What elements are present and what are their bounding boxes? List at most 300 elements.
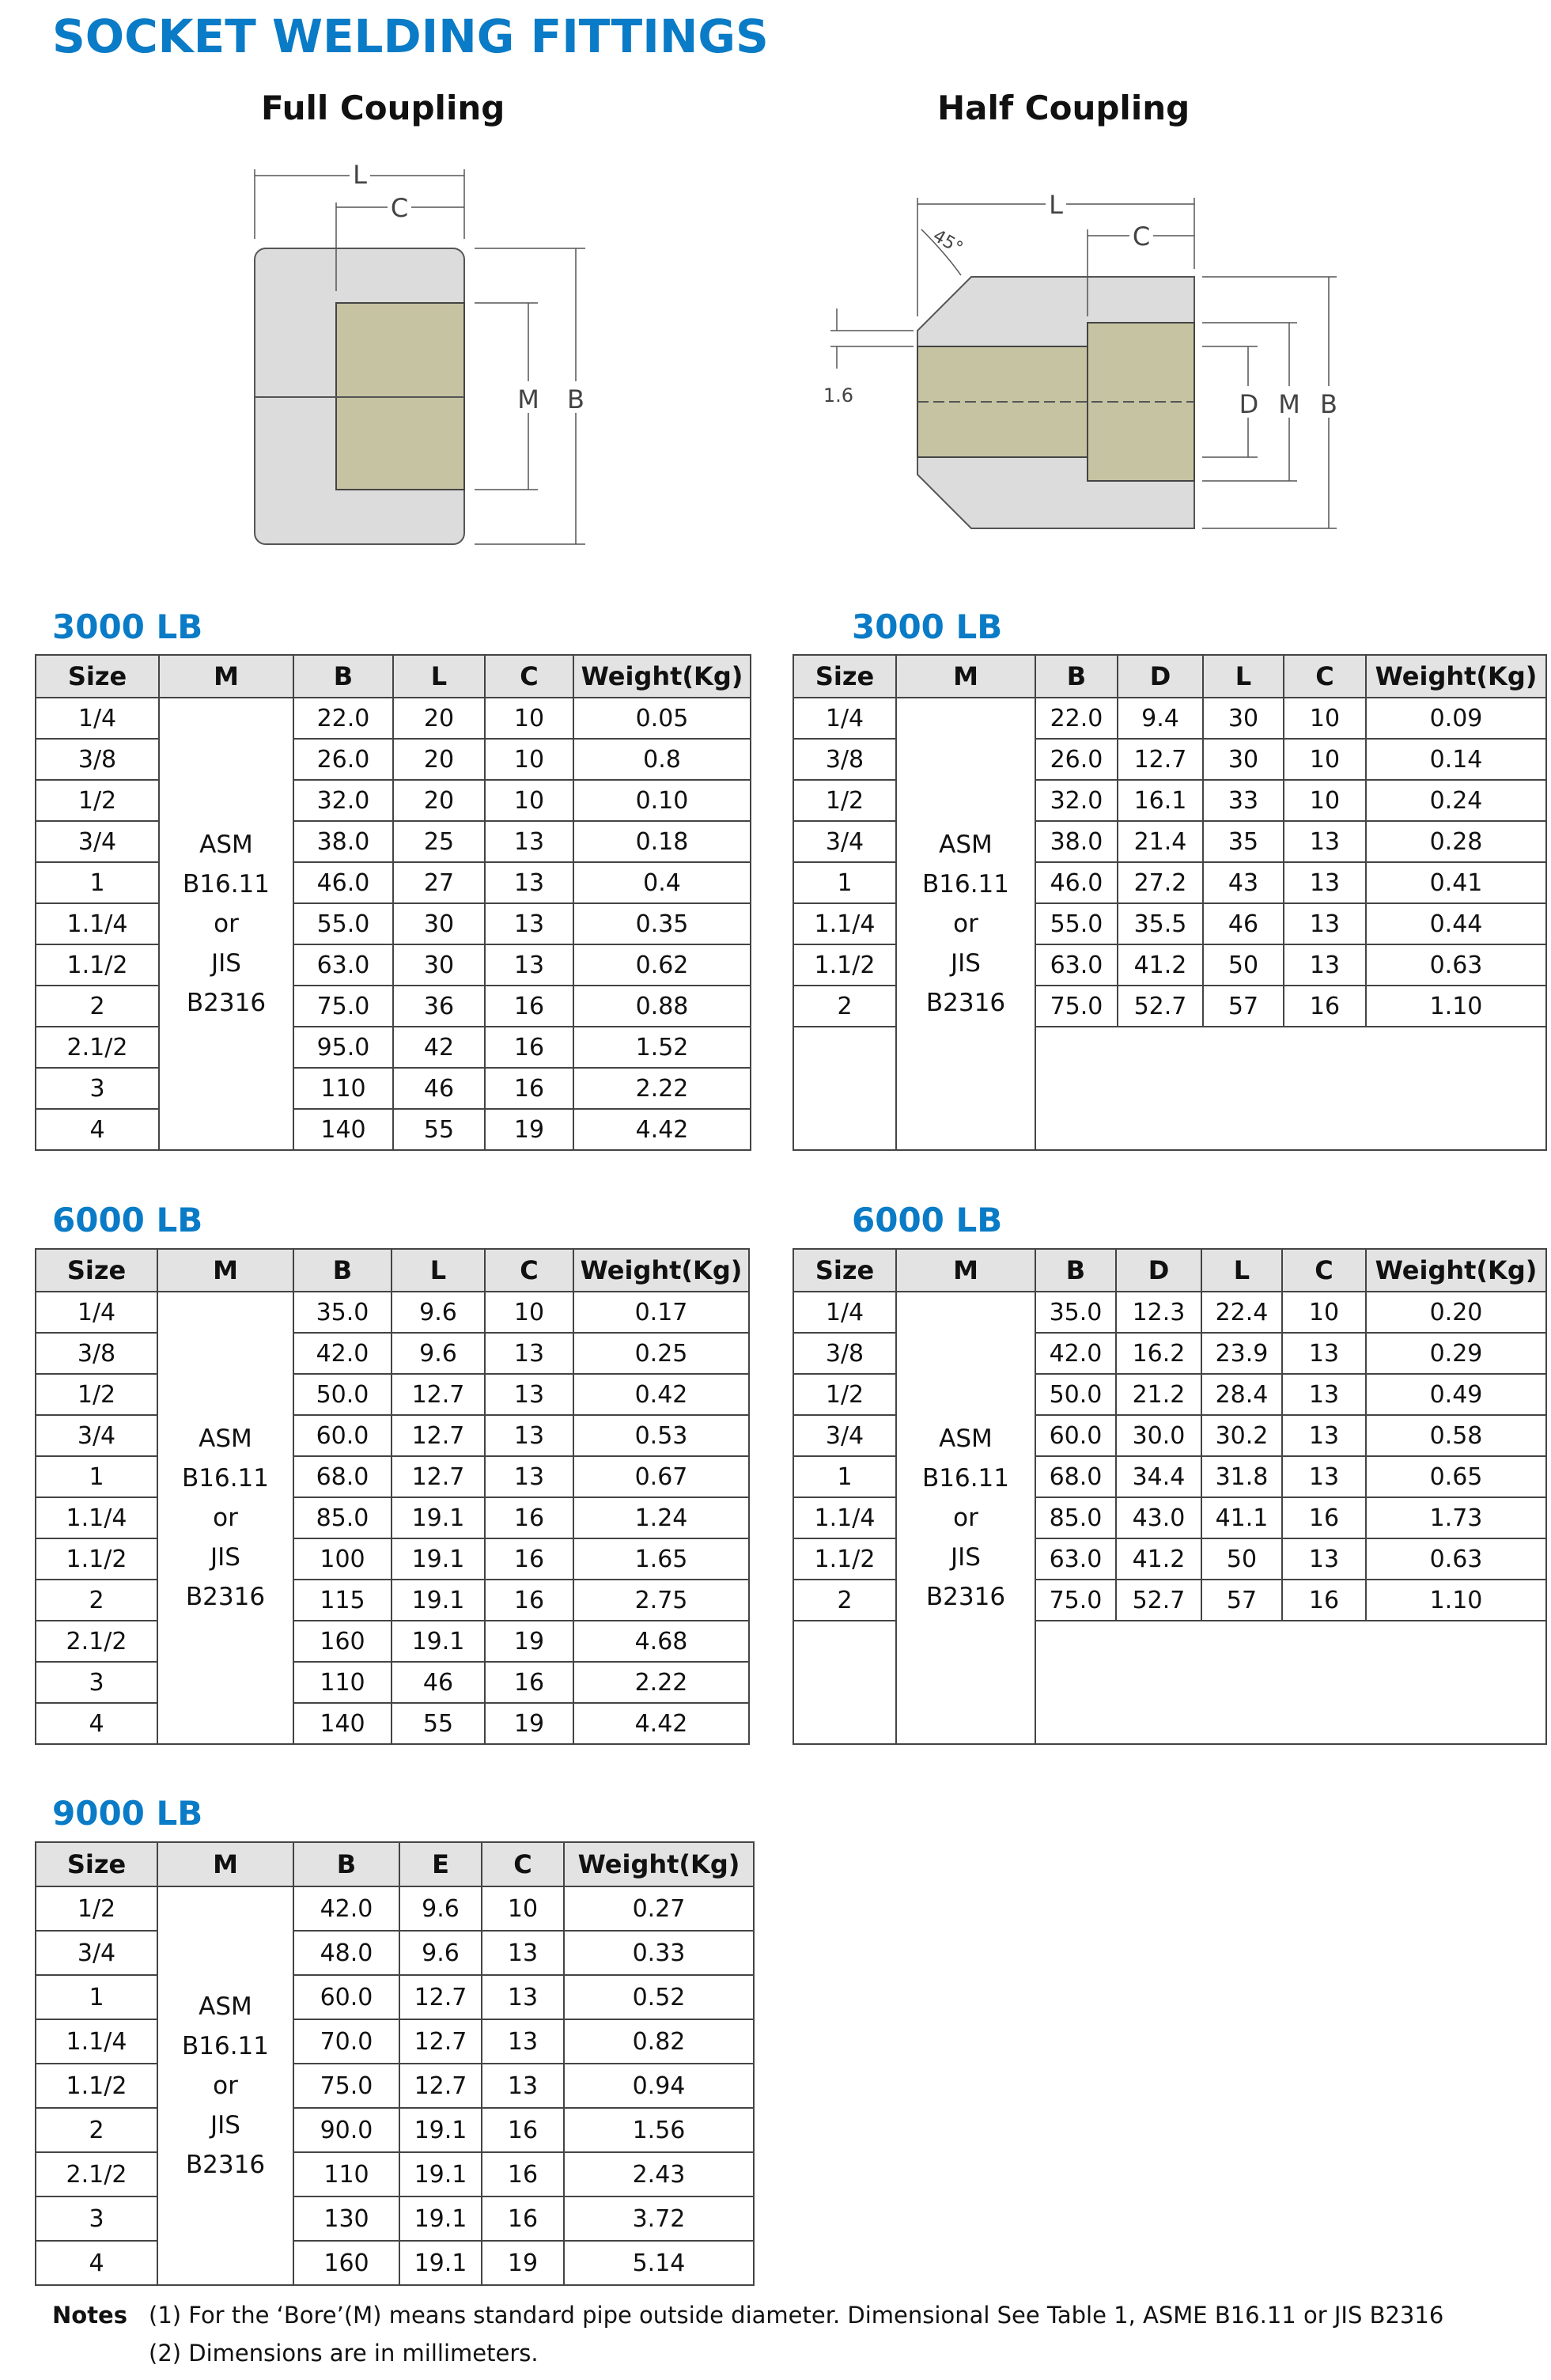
- table-row: [36, 1621, 749, 1662]
- value-cell: 9.6: [392, 1292, 485, 1333]
- column-header: Size: [793, 1249, 896, 1292]
- size-cell: 3/8: [36, 1333, 157, 1374]
- value-cell: 16: [485, 1497, 573, 1538]
- value-cell: 16: [482, 2152, 564, 2196]
- value-cell: 38.0: [1035, 821, 1118, 862]
- standard-cell: [896, 1292, 1035, 1744]
- value-cell: 85.0: [293, 1497, 392, 1538]
- value-cell: 46: [393, 1068, 485, 1109]
- value-cell: 95.0: [293, 1027, 393, 1068]
- table-row: [36, 1662, 749, 1703]
- column-header: C: [1282, 1249, 1366, 1292]
- value-cell: 13: [1282, 1415, 1366, 1456]
- standard-line: B16.11: [921, 1464, 1009, 1493]
- value-cell: 75.0: [293, 2064, 399, 2108]
- value-cell: 28.4: [1201, 1374, 1282, 1415]
- column-header: L: [392, 1249, 485, 1292]
- value-cell: 1.52: [573, 1027, 751, 1068]
- column-header: Size: [793, 655, 896, 698]
- value-cell: 2.22: [573, 1068, 751, 1109]
- table-row: [36, 739, 751, 780]
- value-cell: 90.0: [293, 2108, 399, 2152]
- full-coupling-label: Full Coupling: [261, 89, 505, 127]
- value-cell: 43.0: [1116, 1497, 1201, 1538]
- value-cell: 75.0: [1035, 986, 1118, 1027]
- table-row: [36, 1580, 749, 1621]
- size-cell: 1.1/4: [793, 903, 896, 944]
- value-cell: 70.0: [293, 2019, 399, 2064]
- size-cell: 4: [36, 1703, 157, 1744]
- size-cell: 3: [36, 1662, 157, 1703]
- value-cell: 0.88: [573, 986, 751, 1027]
- value-cell: 16: [1284, 986, 1366, 1027]
- value-cell: 10: [1284, 780, 1366, 821]
- value-cell: 32.0: [1035, 780, 1118, 821]
- value-cell: 13: [482, 2019, 564, 2064]
- value-cell: 41.2: [1118, 944, 1203, 986]
- value-cell: 130: [293, 2196, 399, 2241]
- value-cell: 35: [1203, 821, 1284, 862]
- size-cell: 4: [36, 2241, 157, 2285]
- value-cell: 63.0: [1035, 1538, 1116, 1580]
- value-cell: 115: [293, 1580, 392, 1621]
- standard-line: or: [213, 1504, 238, 1532]
- value-cell: 13: [485, 1333, 573, 1374]
- standard-line: JIS: [951, 1543, 981, 1572]
- column-header: C: [482, 1842, 564, 1886]
- column-header: M: [896, 655, 1035, 698]
- size-cell: 1/4: [36, 698, 159, 739]
- size-cell: 1/2: [36, 1886, 157, 1931]
- value-cell: 19.1: [392, 1580, 485, 1621]
- table-row: [36, 2019, 754, 2064]
- table-row: [36, 698, 751, 739]
- value-cell: 12.7: [399, 1975, 482, 2019]
- value-cell: 19.1: [392, 1497, 485, 1538]
- value-cell: 9.4: [1118, 698, 1203, 739]
- value-cell: 12.3: [1116, 1292, 1201, 1333]
- size-cell: 3/4: [36, 1931, 157, 1975]
- size-cell: 3/8: [793, 1333, 896, 1374]
- standard-line: ASM: [199, 1425, 252, 1453]
- value-cell: 50: [1201, 1538, 1282, 1580]
- blank-cell: [1035, 1621, 1546, 1744]
- value-cell: 0.42: [573, 1374, 749, 1415]
- table-row: [36, 1027, 751, 1068]
- column-header: L: [1203, 655, 1284, 698]
- dim-c-label: C: [390, 193, 409, 223]
- value-cell: 33: [1203, 780, 1284, 821]
- value-cell: 52.7: [1118, 986, 1203, 1027]
- value-cell: 60.0: [293, 1975, 399, 2019]
- value-cell: 1.56: [564, 2108, 754, 2152]
- dim-l-label: L: [353, 160, 367, 190]
- size-cell: 3/4: [793, 1415, 896, 1456]
- table-row: [36, 862, 751, 903]
- size-cell: 3/4: [793, 821, 896, 862]
- column-header: Weight(Kg): [1366, 655, 1546, 698]
- standard-cell: [159, 698, 293, 1150]
- standard-line: or: [953, 910, 978, 938]
- table-row: [36, 1538, 749, 1580]
- value-cell: 2.75: [573, 1580, 749, 1621]
- value-cell: 0.8: [573, 739, 751, 780]
- table-full-3000: [35, 654, 751, 1151]
- value-cell: 16: [1282, 1497, 1366, 1538]
- value-cell: 4.42: [573, 1703, 749, 1744]
- value-cell: 12.7: [392, 1456, 485, 1497]
- size-cell: 1: [793, 862, 896, 903]
- size-cell: 1/2: [36, 780, 159, 821]
- column-header: D: [1116, 1249, 1201, 1292]
- table-row: [36, 903, 751, 944]
- value-cell: 0.20: [1366, 1292, 1546, 1333]
- value-cell: 10: [485, 780, 573, 821]
- table-row: [36, 1703, 749, 1744]
- value-cell: 13: [485, 1456, 573, 1497]
- value-cell: 0.41: [1366, 862, 1546, 903]
- half-dim-angle-label: 45°: [929, 225, 967, 259]
- blank-cell: [1035, 1027, 1546, 1150]
- value-cell: 160: [293, 1621, 392, 1662]
- value-cell: 0.94: [564, 2064, 754, 2108]
- value-cell: 160: [293, 2241, 399, 2285]
- value-cell: 19: [485, 1621, 573, 1662]
- value-cell: 52.7: [1116, 1580, 1201, 1621]
- value-cell: 57: [1201, 1580, 1282, 1621]
- standard-line: JIS: [951, 949, 981, 978]
- value-cell: 1.73: [1366, 1497, 1546, 1538]
- value-cell: 50: [1203, 944, 1284, 986]
- size-cell: 1.1/2: [793, 1538, 896, 1580]
- value-cell: 10: [1284, 698, 1366, 739]
- note-2: (2) Dimensions are in millimeters.: [149, 2340, 539, 2367]
- standard-line: B2316: [925, 989, 1006, 1017]
- value-cell: 16: [1282, 1580, 1366, 1621]
- value-cell: 75.0: [1035, 1580, 1116, 1621]
- value-cell: 55: [392, 1703, 485, 1744]
- section-title-full-9000: 9000 LB: [52, 1794, 203, 1833]
- table-row: [36, 2108, 754, 2152]
- value-cell: 55: [393, 1109, 485, 1150]
- value-cell: 21.4: [1118, 821, 1203, 862]
- value-cell: 0.82: [564, 2019, 754, 2064]
- value-cell: 0.63: [1366, 1538, 1546, 1580]
- value-cell: 22.4: [1201, 1292, 1282, 1333]
- column-header: Weight(Kg): [564, 1842, 754, 1886]
- value-cell: 2.43: [564, 2152, 754, 2196]
- value-cell: 2.22: [573, 1662, 749, 1703]
- size-cell: 1/4: [793, 1292, 896, 1333]
- standard-cell: [157, 1292, 293, 1744]
- value-cell: 55.0: [293, 903, 393, 944]
- size-cell: 2: [36, 2108, 157, 2152]
- value-cell: 68.0: [1035, 1456, 1116, 1497]
- value-cell: 0.44: [1366, 903, 1546, 944]
- size-cell: 1.1/2: [36, 944, 159, 986]
- value-cell: 13: [1282, 1456, 1366, 1497]
- size-cell: 1.1/4: [793, 1497, 896, 1538]
- half-dim-c-label: C: [1132, 221, 1151, 252]
- table-row: [36, 1068, 751, 1109]
- size-cell: 3/8: [36, 739, 159, 780]
- size-cell: 1: [793, 1456, 896, 1497]
- value-cell: 0.33: [564, 1931, 754, 1975]
- dim-m-label: M: [517, 384, 539, 414]
- value-cell: 19: [482, 2241, 564, 2285]
- value-cell: 13: [1284, 944, 1366, 986]
- size-cell: 1/4: [793, 698, 896, 739]
- standard-line: JIS: [211, 949, 241, 978]
- value-cell: 27.2: [1118, 862, 1203, 903]
- value-cell: 13: [485, 1415, 573, 1456]
- standard-line: or: [953, 1504, 978, 1532]
- column-header: M: [896, 1249, 1035, 1292]
- value-cell: 110: [293, 1662, 392, 1703]
- value-cell: 42.0: [293, 1886, 399, 1931]
- value-cell: 0.24: [1366, 780, 1546, 821]
- value-cell: 13: [1284, 862, 1366, 903]
- value-cell: 16.2: [1116, 1333, 1201, 1374]
- column-header: B: [293, 1249, 392, 1292]
- size-cell: 2: [36, 1580, 157, 1621]
- column-header: Weight(Kg): [1366, 1249, 1546, 1292]
- table-row: [36, 2152, 754, 2196]
- standard-line: ASM: [939, 1425, 993, 1453]
- standard-line: ASM: [939, 831, 993, 859]
- value-cell: 110: [293, 1068, 393, 1109]
- value-cell: 26.0: [293, 739, 393, 780]
- value-cell: 19.1: [392, 1621, 485, 1662]
- table-full-9000: [35, 1841, 755, 2286]
- value-cell: 22.0: [293, 698, 393, 739]
- column-header: M: [157, 1842, 293, 1886]
- value-cell: 16: [482, 2108, 564, 2152]
- size-cell: 2.1/2: [36, 2152, 157, 2196]
- value-cell: 41.1: [1201, 1497, 1282, 1538]
- table-row: [36, 1109, 751, 1150]
- table-row: [36, 780, 751, 821]
- section-title-half-6000: 6000 LB: [852, 1201, 1003, 1239]
- value-cell: 0.49: [1366, 1374, 1546, 1415]
- size-cell: 4: [36, 1109, 159, 1150]
- value-cell: 13: [482, 1931, 564, 1975]
- value-cell: 35.0: [293, 1292, 392, 1333]
- value-cell: 41.2: [1116, 1538, 1201, 1580]
- notes-label: Notes: [52, 2302, 127, 2329]
- value-cell: 46: [1203, 903, 1284, 944]
- value-cell: 12.7: [1118, 739, 1203, 780]
- value-cell: 19.1: [392, 1538, 485, 1580]
- column-header: C: [1284, 655, 1366, 698]
- column-header: Weight(Kg): [573, 1249, 749, 1292]
- value-cell: 0.53: [573, 1415, 749, 1456]
- value-cell: 12.7: [399, 2064, 482, 2108]
- value-cell: 20: [393, 698, 485, 739]
- value-cell: 0.09: [1366, 698, 1546, 739]
- value-cell: 30: [393, 944, 485, 986]
- value-cell: 10: [485, 698, 573, 739]
- column-header: B: [293, 1842, 399, 1886]
- value-cell: 46.0: [293, 862, 393, 903]
- size-cell: 3/4: [36, 821, 159, 862]
- column-header: C: [485, 1249, 573, 1292]
- column-header: M: [157, 1249, 293, 1292]
- table-row: [36, 1456, 749, 1497]
- value-cell: 57: [1203, 986, 1284, 1027]
- value-cell: 16: [485, 1068, 573, 1109]
- value-cell: 1.10: [1366, 986, 1546, 1027]
- size-cell: 3: [36, 2196, 157, 2241]
- value-cell: 27: [393, 862, 485, 903]
- table-row: [36, 986, 751, 1027]
- value-cell: 4.68: [573, 1621, 749, 1662]
- value-cell: 9.6: [399, 1931, 482, 1975]
- value-cell: 140: [293, 1109, 393, 1150]
- size-cell: 1.1/4: [36, 2019, 157, 2064]
- table-row: [793, 698, 1546, 739]
- value-cell: 85.0: [1035, 1497, 1116, 1538]
- value-cell: 0.67: [573, 1456, 749, 1497]
- value-cell: 10: [485, 739, 573, 780]
- section-title-full-3000: 3000 LB: [52, 607, 203, 646]
- value-cell: 0.25: [573, 1333, 749, 1374]
- standard-cell: [896, 698, 1035, 1150]
- value-cell: 42: [393, 1027, 485, 1068]
- size-cell: 3/8: [793, 739, 896, 780]
- value-cell: 30: [1203, 739, 1284, 780]
- value-cell: 140: [293, 1703, 392, 1744]
- value-cell: 48.0: [293, 1931, 399, 1975]
- column-header: M: [159, 655, 293, 698]
- value-cell: 13: [485, 903, 573, 944]
- value-cell: 19.1: [399, 2108, 482, 2152]
- value-cell: 16: [485, 1580, 573, 1621]
- value-cell: 42.0: [1035, 1333, 1116, 1374]
- value-cell: 19: [485, 1703, 573, 1744]
- standard-line: B2316: [925, 1583, 1006, 1611]
- value-cell: 13: [485, 944, 573, 986]
- value-cell: 13: [482, 2064, 564, 2108]
- size-cell: 1.1/2: [36, 1538, 157, 1580]
- value-cell: 50.0: [1035, 1374, 1116, 1415]
- value-cell: 9.6: [392, 1333, 485, 1374]
- value-cell: 13: [485, 1374, 573, 1415]
- standard-cell: [157, 1886, 293, 2285]
- blank-cell: [793, 1621, 896, 1744]
- value-cell: 1.24: [573, 1497, 749, 1538]
- value-cell: 68.0: [293, 1456, 392, 1497]
- value-cell: 60.0: [293, 1415, 392, 1456]
- half-coupling-label: Half Coupling: [937, 89, 1190, 127]
- table-row: [36, 2064, 754, 2108]
- column-header: Size: [36, 1842, 157, 1886]
- value-cell: 12.7: [399, 2019, 482, 2064]
- table-row: [793, 1292, 1546, 1333]
- size-cell: 1/2: [36, 1374, 157, 1415]
- value-cell: 4.42: [573, 1109, 751, 1150]
- column-header: B: [1035, 1249, 1116, 1292]
- value-cell: 10: [482, 1886, 564, 1931]
- value-cell: 13: [1284, 821, 1366, 862]
- value-cell: 23.9: [1201, 1333, 1282, 1374]
- page-title: SOCKET WELDING FITTINGS: [52, 9, 769, 63]
- table-full-6000: [35, 1248, 750, 1745]
- value-cell: 0.65: [1366, 1456, 1546, 1497]
- value-cell: 46.0: [1035, 862, 1118, 903]
- column-header: E: [399, 1842, 482, 1886]
- value-cell: 0.35: [573, 903, 751, 944]
- half-dim-l-label: L: [1049, 190, 1063, 220]
- value-cell: 26.0: [1035, 739, 1118, 780]
- column-header: B: [293, 655, 393, 698]
- value-cell: 13: [1282, 1538, 1366, 1580]
- value-cell: 75.0: [293, 986, 393, 1027]
- value-cell: 12.7: [392, 1415, 485, 1456]
- standard-line: ASM: [199, 831, 253, 859]
- table-row: [36, 1374, 749, 1415]
- table-row: [36, 1497, 749, 1538]
- value-cell: 22.0: [1035, 698, 1118, 739]
- table-row: [36, 1886, 754, 1931]
- standard-line: ASM: [199, 1992, 252, 2021]
- column-header: B: [1035, 655, 1118, 698]
- value-cell: 42.0: [293, 1333, 392, 1374]
- value-cell: 3.72: [564, 2196, 754, 2241]
- value-cell: 10: [1284, 739, 1366, 780]
- table-row: [36, 1931, 754, 1975]
- value-cell: 25: [393, 821, 485, 862]
- value-cell: 31.8: [1201, 1456, 1282, 1497]
- value-cell: 0.62: [573, 944, 751, 986]
- value-cell: 16: [482, 2196, 564, 2241]
- section-title-half-3000: 3000 LB: [852, 607, 1003, 646]
- table-row: [36, 2241, 754, 2285]
- column-header: L: [1201, 1249, 1282, 1292]
- dim-b-label: B: [567, 384, 584, 414]
- blank-cell: [793, 1027, 896, 1150]
- value-cell: 34.4: [1116, 1456, 1201, 1497]
- value-cell: 13: [1284, 903, 1366, 944]
- table-row: [36, 1333, 749, 1374]
- value-cell: 16: [485, 1027, 573, 1068]
- value-cell: 10: [1282, 1292, 1366, 1333]
- standard-line: or: [214, 910, 239, 938]
- column-header: D: [1118, 655, 1203, 698]
- value-cell: 10: [485, 1292, 573, 1333]
- size-cell: 1/2: [793, 780, 896, 821]
- value-cell: 13: [485, 821, 573, 862]
- value-cell: 0.63: [1366, 944, 1546, 986]
- value-cell: 0.17: [573, 1292, 749, 1333]
- table-row: [36, 1975, 754, 2019]
- half-dim-b-label: B: [1320, 389, 1337, 419]
- value-cell: 63.0: [1035, 944, 1118, 986]
- value-cell: 16.1: [1118, 780, 1203, 821]
- value-cell: 20: [393, 780, 485, 821]
- size-cell: 2.1/2: [36, 1027, 159, 1068]
- size-cell: 2.1/2: [36, 1621, 157, 1662]
- column-header: C: [485, 655, 573, 698]
- half-dim-m-label: M: [1278, 389, 1300, 419]
- size-cell: 2: [793, 1580, 896, 1621]
- value-cell: 0.14: [1366, 739, 1546, 780]
- size-cell: 1: [36, 1975, 157, 2019]
- value-cell: 0.05: [573, 698, 751, 739]
- value-cell: 50.0: [293, 1374, 392, 1415]
- half-coupling-diagram: [815, 174, 1352, 538]
- standard-line: or: [213, 2072, 238, 2100]
